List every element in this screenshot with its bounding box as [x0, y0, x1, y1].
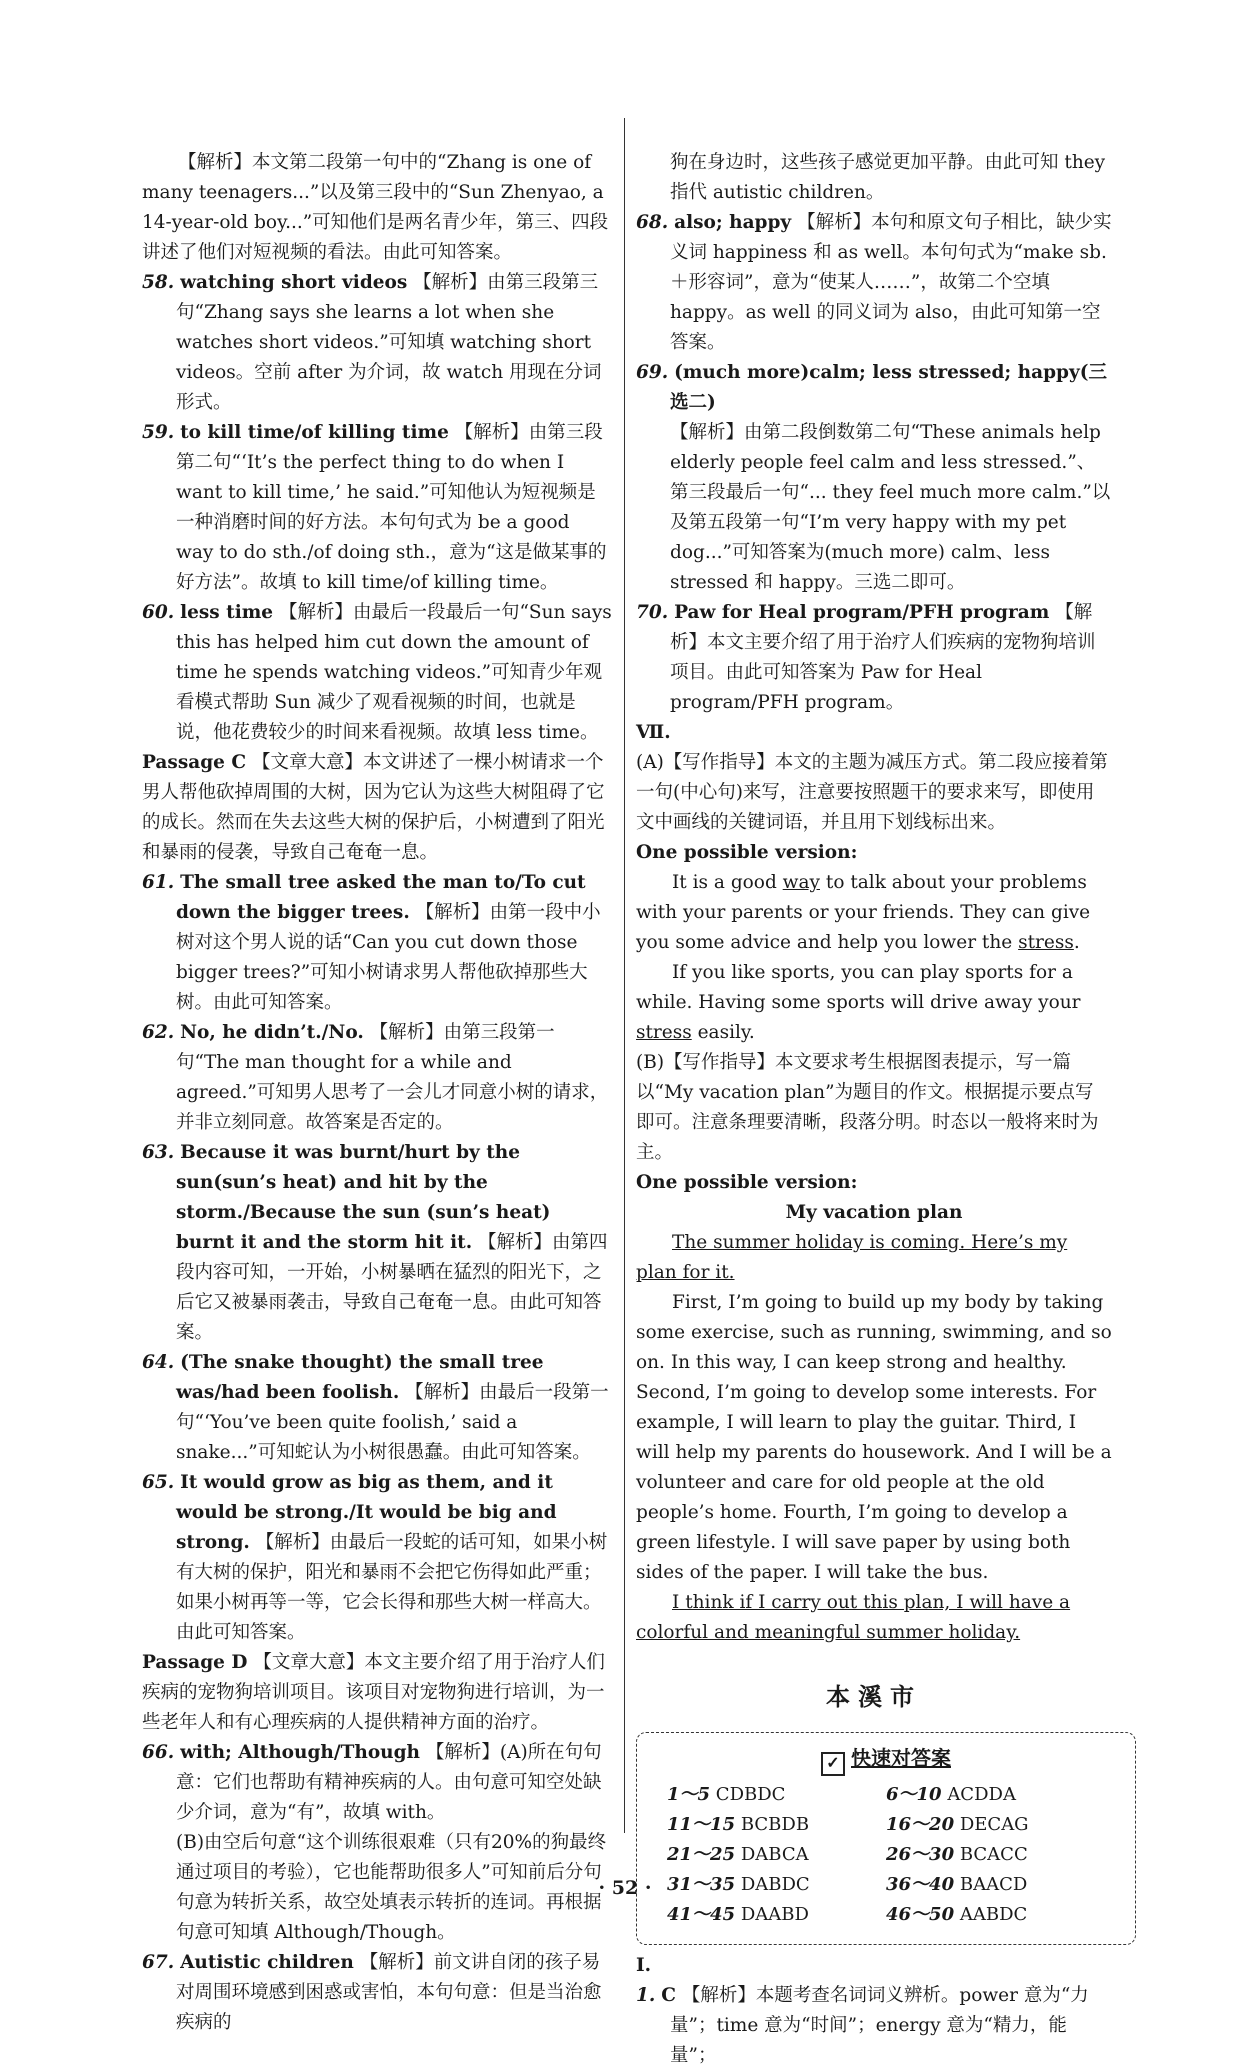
answer: The small tree asked the man to/To cut down the bigger trees.: [176, 872, 586, 923]
underlined-sentence: The summer holiday is coming. Here’s my plan for it.: [636, 1232, 1068, 1283]
answer: to kill time/of killing time: [180, 422, 449, 443]
explanation: 【解析】由第一段中小树对这个男人说的话“Can you cut down those bigger trees?”可知小树请求男人帮他砍掉那些大树。由此可知答案。: [176, 902, 601, 1013]
question-58: [142, 268, 612, 418]
answer-item: [886, 1900, 1105, 1930]
answer: with; Although/Though: [180, 1742, 420, 1763]
answer-range: 46～50: [886, 1904, 955, 1925]
column-divider: [624, 118, 625, 1833]
answer-range: 6～10: [886, 1784, 942, 1805]
question-number: 60.: [142, 602, 175, 623]
answer-grid: [667, 1780, 1105, 1930]
answer-letters: ACDDA: [947, 1784, 1016, 1805]
answer-item: [667, 1900, 886, 1930]
answer-item: [667, 1810, 886, 1840]
answer: watching short videos: [180, 272, 408, 293]
answer-letters: AABDC: [959, 1904, 1028, 1925]
explanation: 【解析】本句和原文句子相比，缺少实义词 happiness 和 as well。本句句式为“make sb.＋形容词”，意为“使某人……”，故第二个空填 happy。as well 的同义词为 also，由此可知第一空答案。: [670, 212, 1112, 353]
question-number: 62.: [142, 1022, 175, 1043]
passage-summary: 【文章大意】本文主要介绍了用于治疗人们疾病的宠物狗培训项目。该项目对宠物狗进行培训，为一些老年人和有心理疾病的人提供精神方面的治疗。: [142, 1652, 605, 1733]
explanation: 【解析】本题考查名词词义辨析。power 意为“力量”；time 意为“时间”；energy 意为“精力，能量”；: [670, 1985, 1089, 2066]
paragraph-intro: 【解析】本文第二段第一句中的“Zhang is one of many teenagers...”以及第三段中的“Sun Zhenyao, a 14-year-old boy...”可知他们是两名青少年，第三、四段讲述了他们对短视频的看法。由此可知答案。: [142, 152, 609, 263]
explanation: 【解析】由最后一段蛇的话可知，如果小树有大树的保护，阳光和暴雨不会把它伤得如此严重；如果小树再等一等，它会长得和那些大树一样高大。由此可知答案。: [176, 1532, 608, 1643]
explanation: 【解析】由第三段第三句“Zhang says she learns a lot when she watches short videos.”可知填 watching short videos。空前 after 为介词，故 watch 用现在分词形式。: [176, 272, 602, 413]
answer-range: 31～35: [667, 1874, 736, 1895]
text: It is a good: [672, 872, 783, 893]
question-number: 67.: [142, 1952, 175, 1973]
answer-letters: BCACC: [959, 1844, 1028, 1865]
question-61: [142, 868, 612, 1018]
answer-letters: DAABD: [740, 1904, 809, 1925]
explanation: 【解析】由最后一段第一句“‘You’ve been quite foolish,’ said a snake...”可知蛇认为小树很愚蠢。由此可知答案。: [176, 1382, 609, 1463]
question-65: [142, 1468, 612, 1648]
version-label-b: One possible version:: [636, 1172, 858, 1193]
answer-range: 36～40: [886, 1874, 955, 1895]
explanation: 【解析】本文主要介绍了用于治疗人们疾病的宠物狗培训项目。由此可知答案为 Paw for Heal program/PFH program。: [670, 602, 1096, 713]
question-60: [142, 598, 612, 748]
question-number: 66.: [142, 1742, 175, 1763]
question-number: 1.: [636, 1985, 656, 2006]
question-69: [636, 358, 1112, 418]
question-59: [142, 418, 612, 598]
explanation: 【解析】(A)所在句句意：它们也帮助有精神疾病的人。由句意可知空处缺少介词，意为“有”，故填 with。: [176, 1742, 602, 1823]
answer-range: 41～45: [667, 1904, 736, 1925]
answer-item: [667, 1780, 886, 1810]
answer: Autistic children: [180, 1952, 354, 1973]
answer-letters: CDBDC: [715, 1784, 786, 1805]
passage-summary: 【文章大意】本文讲述了一棵小树请求一个男人帮他砍掉周围的大树，因为它认为这些大树阻碍了它的成长。然而在失去这些大树的保护后，小树遭到了阳光和暴雨的侵袭，导致自己奄奄一息。: [142, 752, 605, 863]
writing-a-paragraph-2: [636, 958, 1112, 1048]
question-number: 59.: [142, 422, 175, 443]
answer: Because it was burnt/hurt by the sun(sun’s heat) and hit by the storm./Because the sun (sun’s heat) burnt it and the storm hit it.: [176, 1142, 551, 1253]
question-number: 65.: [142, 1472, 175, 1493]
answer: C: [661, 1985, 676, 2006]
explanation: 【解析】由第四段内容可知，一开始，小树暴晒在猛烈的阳光下，之后它又被暴雨袭击，导致自己奄奄一息。由此可知答案。: [176, 1232, 608, 1343]
question-70: [636, 598, 1112, 718]
answer: Paw for Heal program/PFH program: [674, 602, 1050, 623]
passage-c-summary: [142, 748, 612, 868]
text: If you like sports, you can play sports for a while. Having some sports will drive away your: [636, 962, 1081, 1013]
answer-letters: BAACD: [959, 1874, 1028, 1895]
explanation: 【解析】由第三段第二句“‘It’s the perfect thing to do when I want to kill time,’ he said.”可知他认为短视频是一种消磨时间的好方法。本句句式为 be a good way to do sth./of doing sth.，意为“这是做某事的好方法”。故填 to kill time/of killing time。: [176, 422, 607, 593]
essay-body: First, I’m going to build up my body by taking some exercise, such as running, swimming, and so on. In this way, I can keep strong and healthy. Second, I’m going to develop some interests. For example, I will learn to play the guitar. Third, I will help my parents do housework. And I will be a volunteer and care for old people at the old people’s home. Fourth, I’m going to develop a green lifestyle. I will save paper by using both sides of the paper. I will take the bus.: [636, 1292, 1112, 1583]
answer-range: 11～15: [667, 1814, 736, 1835]
question-67: [142, 1948, 612, 2038]
question-63: [142, 1138, 612, 1348]
answer-box-title: 快速对答案: [851, 1746, 951, 1770]
answer-item: [886, 1810, 1105, 1840]
question-66-part-b: (B)由空后句意“这个训练很艰难（只有20%的狗最终通过项目的考验），它也能帮助很多人”可知前后分句句意为转折关系，故空处填表示转折的连词。再根据句意可知填 Although/Though。: [176, 1832, 607, 1943]
answer-range: 26～30: [886, 1844, 955, 1865]
passage-label: Passage C: [142, 752, 247, 773]
text: .: [1073, 932, 1080, 953]
question-66: [142, 1738, 612, 1828]
question-68: [636, 208, 1112, 358]
question-69-explanation: 【解析】由第二段倒数第二句“These animals help elderly people feel calm and less stressed.”、第三段最后一句“... they feel much more calm.”以及第五段第一句“I’m very happy with my pet dog...”可知答案为(much more) calm、less stressed 和 happy。三选二即可。: [670, 422, 1111, 593]
answer-item: [886, 1780, 1105, 1810]
answer-letters: DABCA: [740, 1844, 809, 1865]
section-1-label: Ⅰ.: [636, 1955, 652, 1976]
answer-range: 21～25: [667, 1844, 736, 1865]
page-number: · 52 ·: [598, 1877, 652, 1899]
answer-box-heading: [667, 1743, 1105, 1776]
answer: (much more)calm; less stressed; happy(三选二): [670, 362, 1107, 413]
text: easily.: [691, 1022, 755, 1043]
answer: It would grow as big as them, and it would be strong./It would be big and strong.: [176, 1472, 557, 1553]
question-number: 68.: [636, 212, 669, 233]
answer-range: 16～20: [886, 1814, 955, 1835]
answer-item: [667, 1840, 886, 1870]
question-number: 69.: [636, 362, 669, 383]
answer-item: [886, 1840, 1105, 1870]
writing-b-guide: (B)【写作指导】本文要求考生根据图表提示，写一篇以“My vacation plan”为题目的作文。根据提示要点写即可。注意条理要清晰，段落分明。时态以一般将来时为主。: [636, 1052, 1099, 1163]
answer-letters: DECAG: [959, 1814, 1029, 1835]
answer: No, he didn’t./No.: [180, 1022, 364, 1043]
answer: less time: [180, 602, 274, 623]
section-title: 本溪市: [826, 1682, 922, 1711]
question-67-continued: 狗在身边时，这些孩子感觉更加平静。由此可知 they 指代 autistic children。: [670, 152, 1106, 203]
explanation: 【解析】由第三段第一句“The man thought for a while and agreed.”可知男人思考了一会儿才同意小树的请求，并非立刻同意。故答案是否定的。: [176, 1022, 609, 1133]
version-label: One possible version:: [636, 842, 858, 863]
text: to talk about your problems with your parents or your friends. They can give you some advice and help you lower the: [636, 872, 1091, 953]
answer-letters: DABDC: [740, 1874, 810, 1895]
question-62: [142, 1018, 612, 1138]
writing-a-paragraph-1: [636, 868, 1112, 958]
question-number: 70.: [636, 602, 669, 623]
essay-title: My vacation plan: [785, 1202, 963, 1223]
checkmark-icon: ✓: [821, 1752, 845, 1776]
answer-letters: BCBDB: [740, 1814, 810, 1835]
passage-d-summary: [142, 1648, 612, 1738]
essay-last-line: [636, 1588, 1112, 1648]
underlined-keyword: stress: [636, 1022, 692, 1043]
underlined-sentence: I think if I carry out this plan, I will have a colorful and meaningful summer holiday.: [636, 1592, 1071, 1643]
question-number: 61.: [142, 872, 175, 893]
question-64: [142, 1348, 612, 1468]
right-column: [636, 148, 1112, 2071]
explanation: 【解析】由最后一段最后一句“Sun says this has helped him cut down the amount of time he spends watching videos.”可知青少年观看模式帮助 Sun 减少了观看视频的时间，也就是说，他花费较少的时间来看视频。故填 less time。: [176, 602, 612, 743]
section-7-label: Ⅶ.: [636, 722, 671, 743]
question-1: [636, 1981, 1112, 2071]
passage-label: Passage D: [142, 1652, 248, 1673]
answer: also; happy: [674, 212, 792, 233]
question-number: 64.: [142, 1352, 175, 1373]
essay-first-line: [636, 1228, 1112, 1288]
underlined-keyword: way: [782, 872, 820, 893]
quick-answer-box: [636, 1732, 1136, 1945]
answer: (The snake thought) the small tree was/had been foolish.: [176, 1352, 544, 1403]
left-column: [142, 148, 612, 2038]
underlined-keyword: stress: [1018, 932, 1074, 953]
question-number: 58.: [142, 272, 175, 293]
writing-a-guide: (A)【写作指导】本文的主题为减压方式。第二段应接着第一句(中心句)来写，注意要按照题干的要求来写，即使用文中画线的关键词语，并且用下划线标出来。: [636, 752, 1108, 833]
answer-range: 1～5: [667, 1784, 711, 1805]
explanation: 【解析】前文讲自闭的孩子易对周围环境感到困惑或害怕，本句句意：但是当治愈疾病的: [176, 1952, 602, 2033]
question-number: 63.: [142, 1142, 175, 1163]
